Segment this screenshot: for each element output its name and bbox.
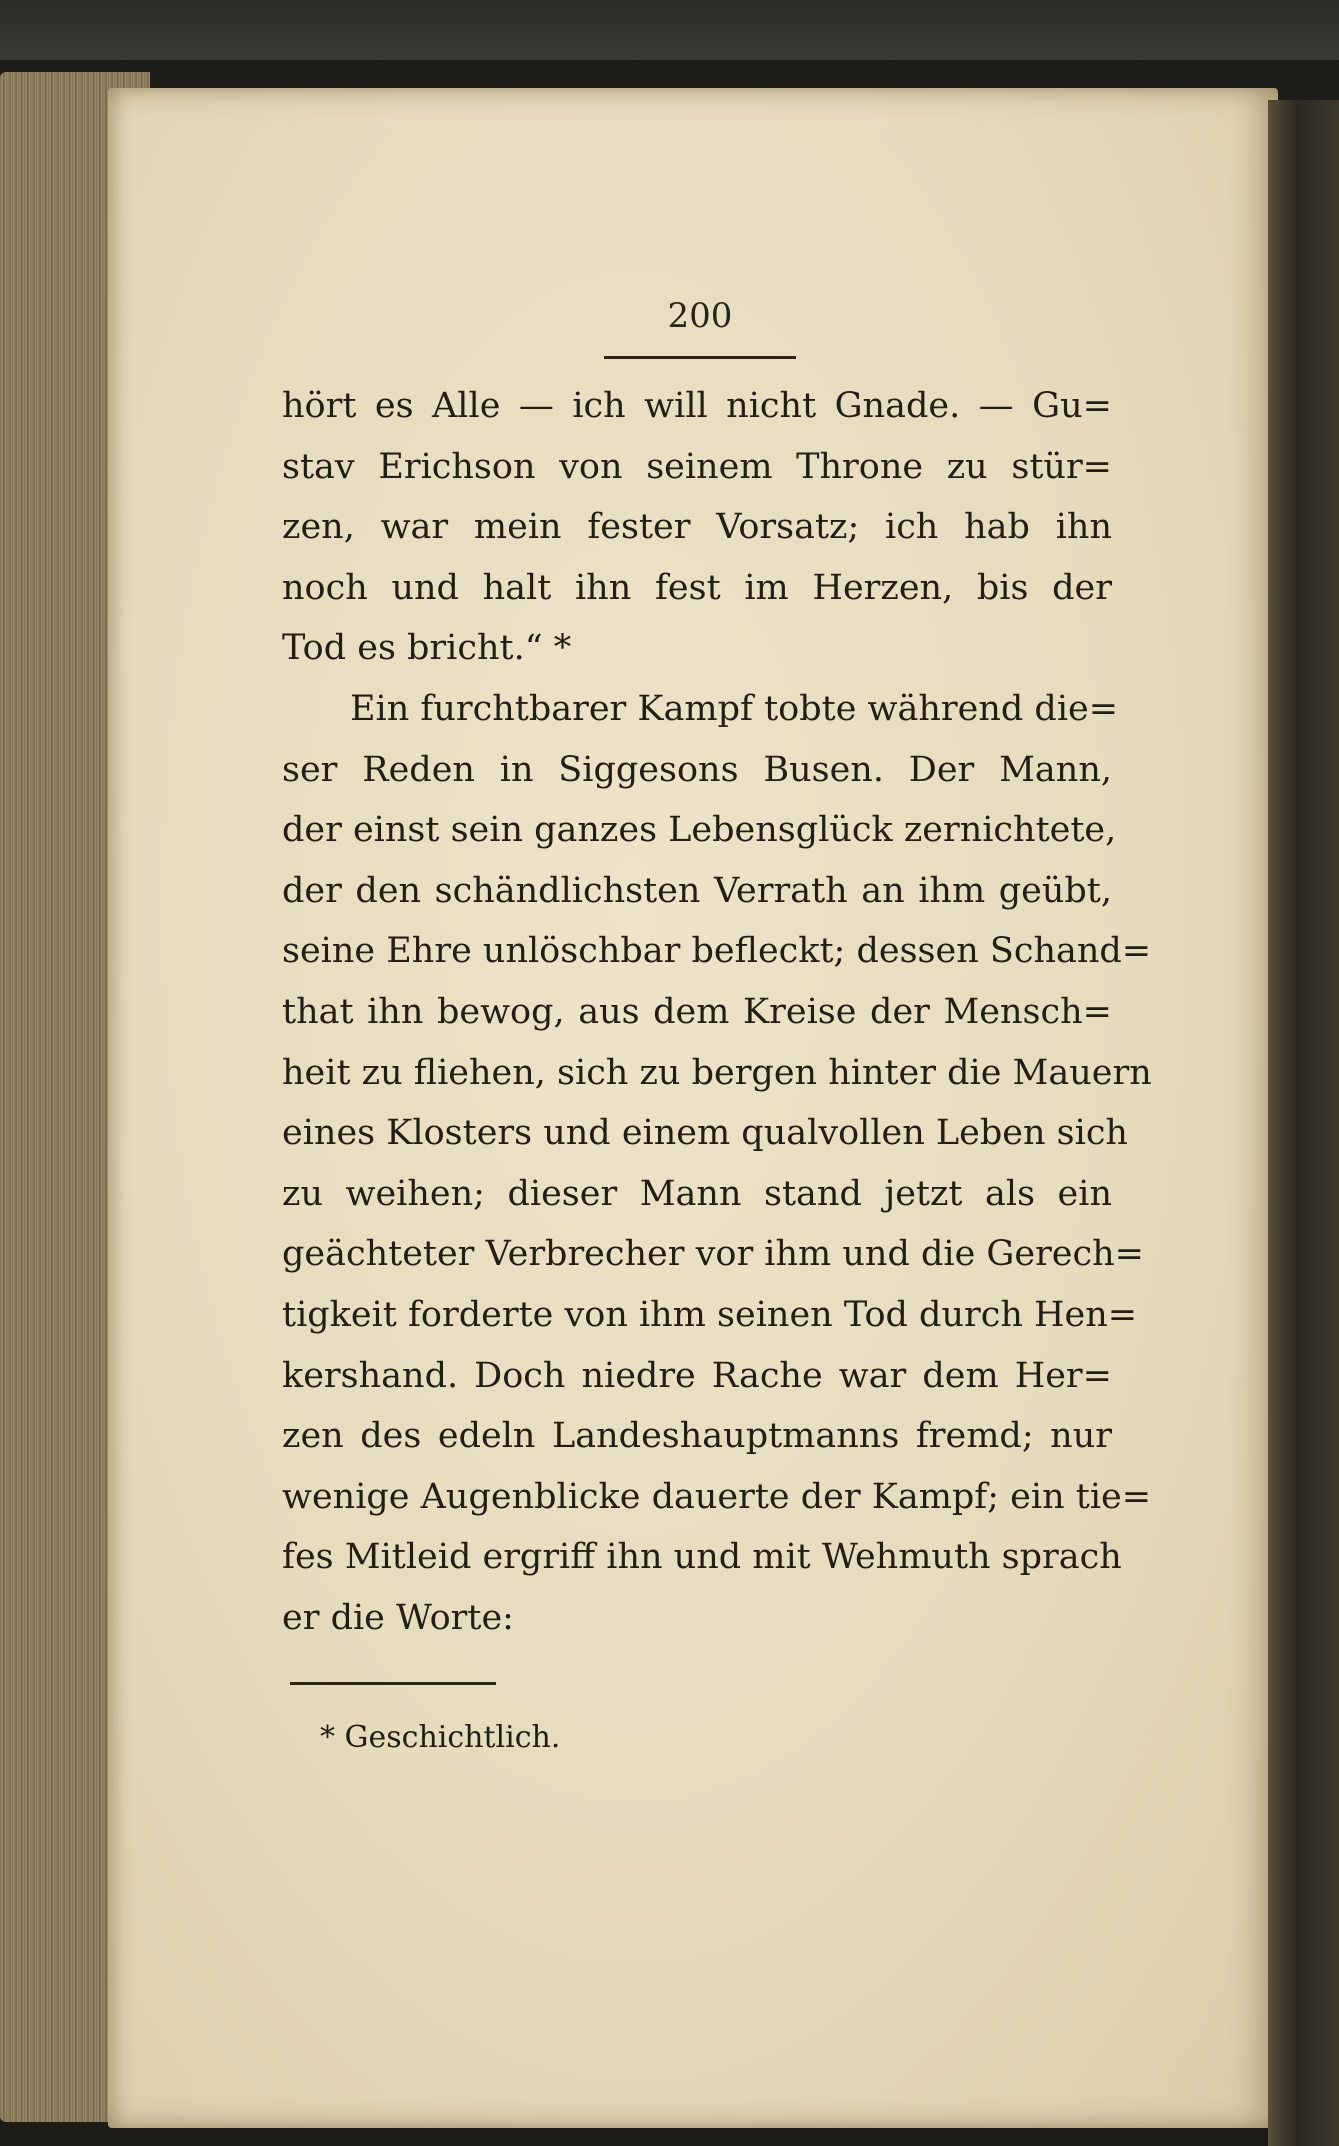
book-gutter	[1268, 100, 1339, 2146]
text-line: heit zu fliehen, sich zu bergen hinter die Mauern	[282, 1052, 1152, 1093]
text-line: fes Mitleid ergriff ihn und mit Wehmuth sprach	[282, 1537, 1122, 1578]
text-line: kershand. Doch niedre Rache war dem Her=	[282, 1355, 1112, 1396]
text-line: noch und halt ihn fest im Herzen, bis der	[282, 567, 1112, 608]
text-line: that ihn bewog, aus dem Kreise der Mensch=	[282, 991, 1112, 1032]
footnote-rule	[290, 1682, 496, 1685]
text-line: zen, war mein fester Vorsatz; ich hab ihn	[282, 507, 1112, 548]
text-line: er die Worte:	[282, 1597, 514, 1638]
book-cover-edge	[0, 0, 1339, 60]
body-text	[282, 376, 1152, 1648]
footnote: * Geschichtlich.	[320, 1720, 561, 1755]
text-line: eines Klosters und einem qualvollen Leben sich	[282, 1113, 1128, 1154]
text-line: Ein furchtbarer Kampf tobte während die=	[350, 688, 1119, 729]
page-number: 200	[667, 296, 733, 336]
text-line: wenige Augenblicke dauerte der Kampf; ein tie=	[282, 1476, 1152, 1517]
text-line: geächteter Verbrecher vor ihm und die Gerech=	[282, 1234, 1144, 1275]
text-line: zu weihen; dieser Mann stand jetzt als ein	[282, 1173, 1112, 1214]
text-line: hört es Alle — ich will nicht Gnade. — Gu=	[282, 386, 1112, 426]
text-line: seine Ehre unlöschbar befleckt; dessen Schand=	[282, 931, 1152, 972]
text-line: Tod es bricht.“ *	[282, 628, 572, 669]
text-line: der einst sein ganzes Lebensglück zernichtete,	[282, 810, 1117, 851]
text-line: ser Reden in Siggesons Busen. Der Mann,	[282, 749, 1112, 790]
text-line: stav Erichson von seinem Throne zu stür=	[282, 446, 1112, 487]
text-line: zen des edeln Landeshauptmanns fremd; nur	[282, 1416, 1112, 1457]
header-rule	[604, 356, 796, 359]
text-line: tigkeit forderte von ihm seinen Tod durch Hen=	[282, 1294, 1138, 1335]
text-line: der den schändlichsten Verrath an ihm geübt,	[282, 870, 1112, 911]
